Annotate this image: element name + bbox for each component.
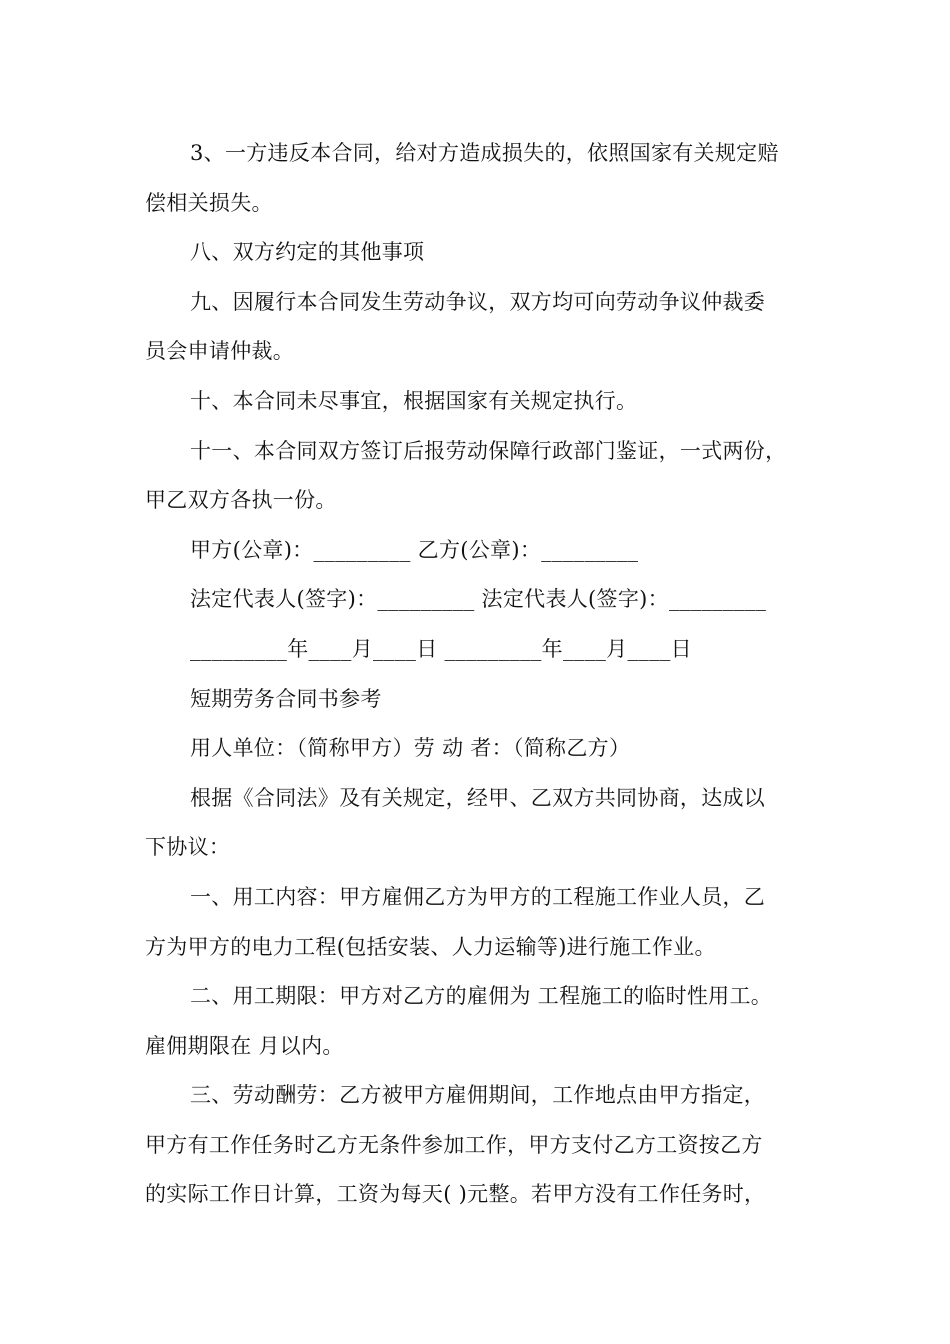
text-line: 下协议：	[145, 835, 231, 860]
text-line: 法定代表人(签字)：_________ 法定代表人(签字)：_________	[190, 587, 767, 612]
text-line: 甲乙双方各执一份。	[145, 488, 337, 513]
text-line: 一、用工内容：甲方雇佣乙方为甲方的工程施工作业人员，乙	[190, 884, 766, 909]
text-line: 十一、本合同双方签订后报劳动保障行政部门鉴证，一式两份，	[190, 438, 787, 463]
text-line: 雇佣期限在 月以内。	[145, 1033, 344, 1058]
text-line: 八、双方约定的其他事项	[190, 240, 425, 265]
text-line: 短期劳务合同书参考	[190, 686, 382, 711]
text-line: 甲方(公章)：_________ 乙方(公章)：_________	[190, 537, 639, 562]
document-body	[145, 129, 825, 1220]
text-line: 用人单位：（简称甲方）劳 动 者：（简称乙方）	[190, 736, 631, 761]
text-line: 偿相关损失。	[145, 190, 273, 215]
text-line: 甲方有工作任务时乙方无条件参加工作，甲方支付乙方工资按乙方	[145, 1132, 763, 1157]
text-line: 十、本合同未尽事宜，根据国家有关规定执行。	[190, 388, 638, 413]
text-line: 的实际工作日计算，工资为每天( )元整。若甲方没有工作任务时，	[145, 1182, 766, 1207]
text-line: 方为甲方的电力工程(包括安装、人力运输等)进行施工作业。	[145, 934, 716, 959]
text-line: 二、用工期限：甲方对乙方的雇佣为 工程施工的临时性用工。	[190, 984, 773, 1009]
text-line: _________年____月____日 _________年____月____日	[190, 636, 692, 661]
text-line: 九、因履行本合同发生劳动争议，双方均可向劳动争议仲裁委	[190, 289, 766, 314]
text-line: 根据《合同法》及有关规定，经甲、乙双方共同协商，达成以	[190, 785, 766, 810]
text-line: 员会申请仲裁。	[145, 339, 295, 364]
text-line: 3、一方违反本合同，给对方造成损失的，依照国家有关规定赔	[190, 141, 779, 165]
text-line: 三、劳动酬劳：乙方被甲方雇佣期间，工作地点由甲方指定，	[190, 1083, 766, 1108]
